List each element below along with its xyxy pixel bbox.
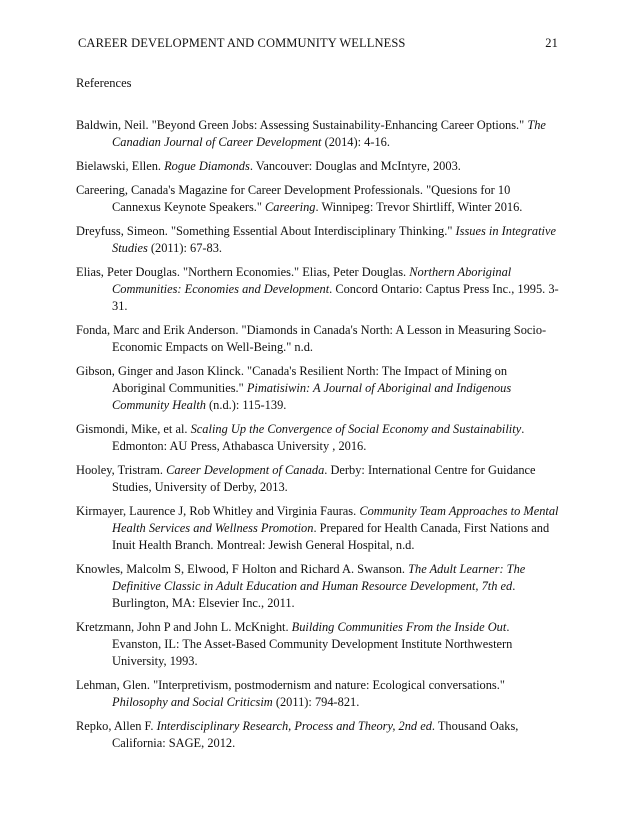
reference-text: . Vancouver: Douglas and McIntyre, 2003. <box>249 159 461 173</box>
reference-text: Lehman, Glen. "Interpretivism, postmodernism and nature: Ecological conversations." <box>76 678 505 692</box>
reference-text: . Concord Ontario: Captus Press Inc., 1995. 3-31. <box>112 282 559 313</box>
reference-text: (2014): 4-16. <box>321 135 390 149</box>
reference-entry <box>76 677 560 711</box>
reference-entry <box>76 462 560 496</box>
reference-text: Repko, Allen F. <box>76 719 157 733</box>
reference-title: Issues in Integrative Studies <box>112 224 556 255</box>
reference-title: Building Communities From the Inside Out <box>291 620 507 634</box>
reference-entry <box>76 223 560 257</box>
reference-title: Pimatisiwin: A Journal of Aboriginal and Indigenous Community Health <box>112 381 512 412</box>
reference-text: Dreyfuss, Simeon. "Something Essential About Interdisciplinary Thinking." <box>76 224 456 238</box>
reference-text: Bielawski, Ellen. <box>76 159 165 173</box>
reference-title: Interdisciplinary Research, Process and Theory, 2nd ed <box>156 719 432 733</box>
reference-entry <box>76 322 560 356</box>
reference-text: Gismondi, Mike, et al. <box>76 422 191 436</box>
reference-entry <box>76 117 560 151</box>
reference-text: Gibson, Ginger and Jason Klinck. "Canada's Resilient North: The Impact of Mining on Aboriginal Communities." <box>76 364 508 395</box>
reference-text: Knowles, Malcolm S, Elwood, F Holton and Richard A. Swanson. <box>76 562 409 576</box>
running-head: CAREER DEVELOPMENT AND COMMUNITY WELLNESS <box>78 36 406 50</box>
reference-title: Rogue Diamonds <box>164 159 250 173</box>
reference-text: . Prepared for Health Canada, First Nations and Inuit Health Branch. Montreal: Jewish General Hospital, n.d. <box>112 521 550 552</box>
reference-entry <box>76 561 560 612</box>
reference-text: . Thousand Oaks, California: SAGE, 2012. <box>112 719 519 750</box>
reference-text: (2011): 794-821. <box>272 695 360 709</box>
reference-list <box>76 117 560 759</box>
reference-text: Kirmayer, Laurence J, Rob Whitley and Virginia Fauras. <box>76 504 360 518</box>
reference-text: Fonda, Marc and Erik Anderson. "Diamonds in Canada's North: A Lesson in Measuring Socio-Economic Empacts on Well-Being." n.d. <box>76 323 547 354</box>
reference-text: (n.d.): 115-139. <box>205 398 287 412</box>
reference-text: Elias, Peter Douglas. "Northern Economies." Elias, Peter Douglas. <box>76 265 410 279</box>
reference-entry <box>76 421 560 455</box>
reference-title: Northern Aboriginal Communities: Economies and Development <box>112 265 512 296</box>
reference-text: . Evanston, IL: The Asset-Based Community Development Institute Northwestern University, 1993. <box>112 620 513 668</box>
reference-text: . Edmonton: AU Press, Athabasca University , 2016. <box>112 422 525 453</box>
reference-entry <box>76 363 560 414</box>
reference-text: Kretzmann, John P and John L. McKnight. <box>76 620 292 634</box>
reference-entry <box>76 182 560 216</box>
reference-entry <box>76 158 560 175</box>
reference-entry <box>76 503 560 554</box>
reference-title: Career Development of Canada <box>166 463 325 477</box>
reference-text: . Winnipeg: Trevor Shirtliff, Winter 2016. <box>315 200 523 214</box>
reference-text: Hooley, Tristram. <box>76 463 167 477</box>
reference-title: The Adult Learner: The Definitive Classic in Adult Education and Human Resource Development, 7th ed <box>112 562 526 593</box>
page-number: 21 <box>545 36 558 50</box>
reference-text: Careering, Canada's Magazine for Career Development Professionals. "Quesions for 10 Cannexus Keynote Speakers." <box>76 183 511 214</box>
reference-text: (2011): 67-83. <box>147 241 223 255</box>
reference-title: Scaling Up the Convergence of Social Economy and Sustainability <box>190 422 522 436</box>
reference-title: Careering <box>265 200 316 214</box>
reference-title: Philosophy and Social Criticsim <box>112 695 273 709</box>
reference-title: Community Team Approaches to Mental Health Services and Wellness Promotion <box>112 504 559 535</box>
reference-text: Baldwin, Neil. "Beyond Green Jobs: Assessing Sustainability-Enhancing Career Options." <box>76 118 528 132</box>
reference-entry <box>76 718 560 752</box>
reference-entry <box>76 619 560 670</box>
reference-entry <box>76 264 560 315</box>
reference-text: . Derby: International Centre for Guidance Studies, University of Derby, 2013. <box>112 463 536 494</box>
reference-text: . Burlington, MA: Elsevier Inc., 2011. <box>112 579 516 610</box>
references-heading: References <box>76 76 132 90</box>
reference-title: The Canadian Journal of Career Development <box>112 118 546 149</box>
